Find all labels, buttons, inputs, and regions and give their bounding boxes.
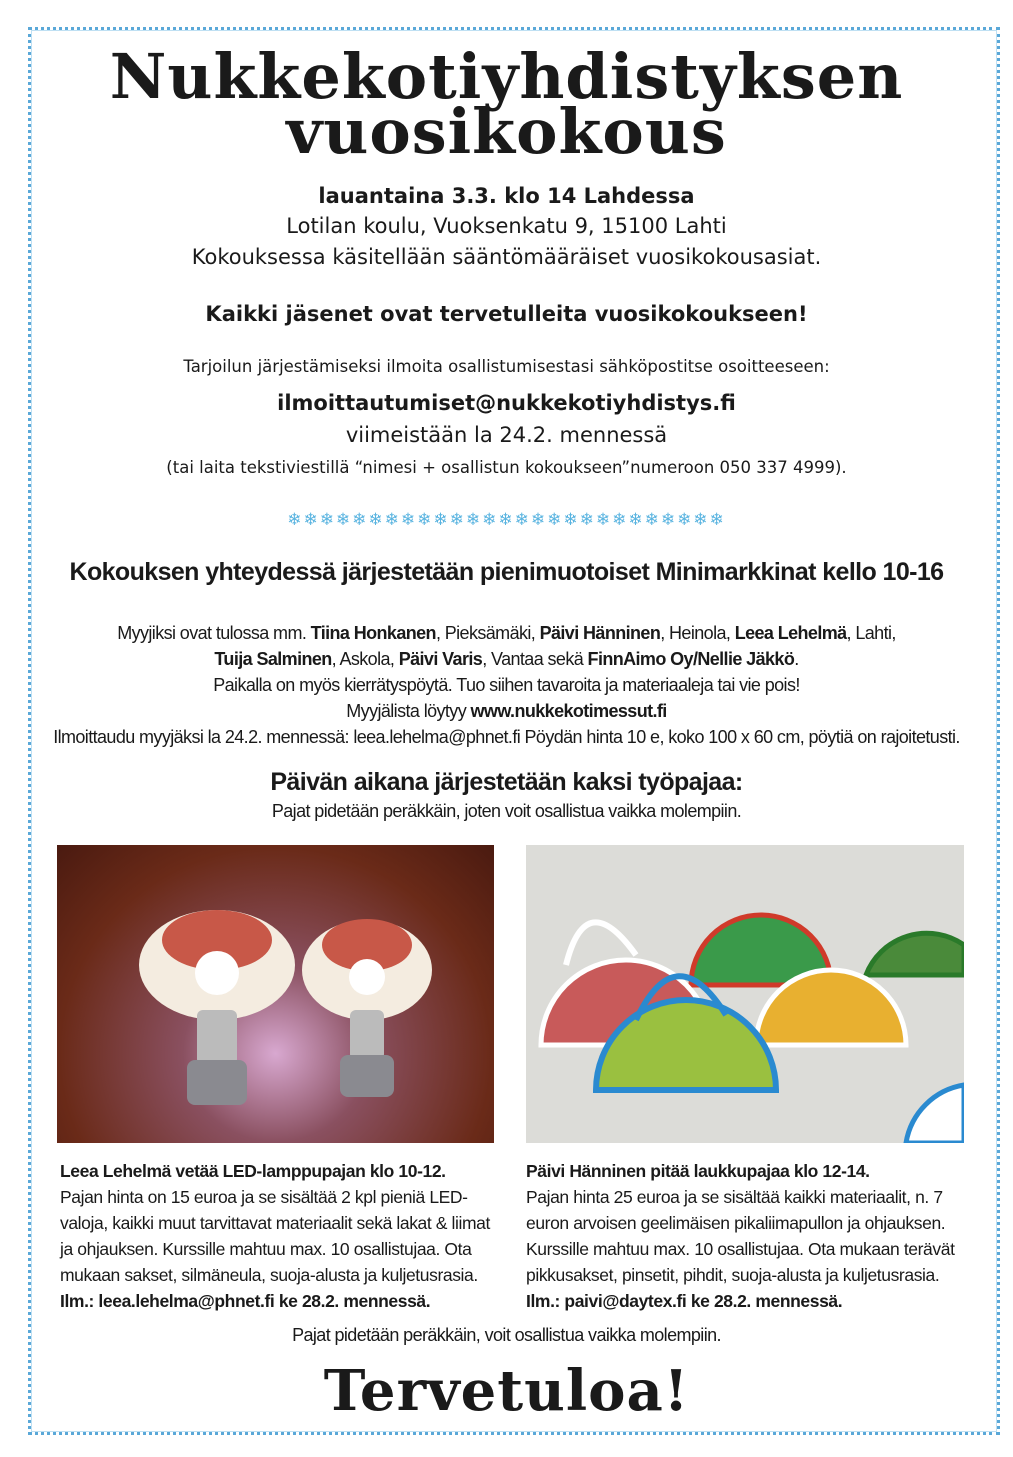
workshops-heading: Päivän aikana järjestetään kaksi työpajaa: [270, 768, 743, 796]
welcome-members: Kaikki jäsenet ovat tervetulleita vuosikokoukseen! [205, 302, 808, 326]
mini-bags-illustration [526, 845, 964, 1143]
led-lamp-photo [57, 845, 494, 1143]
meeting-agenda: Kokouksessa käsitellään sääntömääräiset vuosikokousasiat. [191, 245, 822, 269]
led-lamps-illustration [57, 845, 494, 1143]
rsvp-deadline: viimeistään la 24.2. mennessä [345, 423, 668, 447]
bag-workshop-description: Päivi Hänninen pitää laukkupajaa klo 12-14. Pajan hinta 25 euroa ja se sisältää kaikki materiaalit, n. 7 euron arvoisen geelimäisen pikaliimapullon ja ohjauksen. Kurssille mahtuu max. 10 osallistujaa. Ota mukaan terävät pikkusakset, pinsetit, pihdit, suoja-alusta ja kuljetusrasia. Ilm.: paivi@daytex.fi ke 28.2. mennessä. [526, 1161, 955, 1311]
workshops-subtitle: Pajat pidetään peräkkäin, joten voit osallistua vaikka molempiin. [271, 801, 742, 821]
snowflake-divider: ❄❄❄❄❄❄❄❄❄❄❄❄❄❄❄❄❄❄❄❄❄❄❄❄❄❄❄ [287, 510, 726, 529]
workshops-footer: Pajat pidetään peräkkäin, voit osallistua vaikka molempiin. [292, 1325, 721, 1345]
rsvp-email[interactable]: ilmoittautumiset@nukkekotiyhdistys.fi [277, 391, 736, 415]
led-workshop-description: Leea Lehelmä vetää LED-lamppupajan klo 10-12. Pajan hinta on 15 euroa ja se sisältää 2 kpl pieniä LED- valoja, kaikki muut tarvittavat materiaalit sekä lakat & liimat ja ohjauksen. Kurssille mahtuu max. 10 osallistujaa. Ota mukaan sakset, silmäneula, suoja-alusta ja kuljetusrasia. Ilm.: leea.lehelma@phnet.fi ke 28.2. mennessä. [60, 1161, 490, 1311]
market-heading: Kokouksen yhteydessä järjestetään pienimuotoiset Minimarkkinat kello 10-16 [69, 558, 944, 586]
rsvp-sms: (tai laita tekstiviestillä “nimesi + osallistun kokoukseen”numeroon 050 337 4999). [166, 458, 847, 477]
bag-workshop-photo [526, 845, 964, 1143]
rsvp-intro: Tarjoilun järjestämiseksi ilmoita osallistumisestasi sähköpostitse osoitteeseen: [183, 357, 830, 376]
title-line-2: vuosikokous [286, 95, 727, 168]
market-sellers: Myyjiksi ovat tulossa mm. Tiina Honkanen, Pieksämäki, Päivi Hänninen, Heinola, Leea Lehelmä, Lahti, Tuija Salminen, Askola, Päivi Varis, Vantaa sekä FinnAimo Oy/Nellie Jäkkö. Paikalla on myös kierrätyspöytä. Tuo siihen tavaroita ja materiaaleja tai vie pois! Myyjälista löytyy www.nukkekotimessut.fi Ilmoittaudu myyjäksi la 24.2. mennessä: leea.lehelma@phnet.fi Pöydän hinta 10 e, koko 100 x 60 cm, pöytiä on rajoitetusti. [53, 623, 960, 747]
title-line-1: Nukkekotiyhdistyksen [109, 40, 904, 113]
closing-welcome: Tervetuloa! [323, 1358, 690, 1424]
seller-list-link[interactable]: www.nukkekotimessut.fi [470, 701, 667, 721]
meeting-when: lauantaina 3.3. klo 14 Lahdessa [318, 184, 695, 208]
meeting-where: Lotilan koulu, Vuoksenkatu 9, 15100 Lahti [286, 214, 727, 238]
